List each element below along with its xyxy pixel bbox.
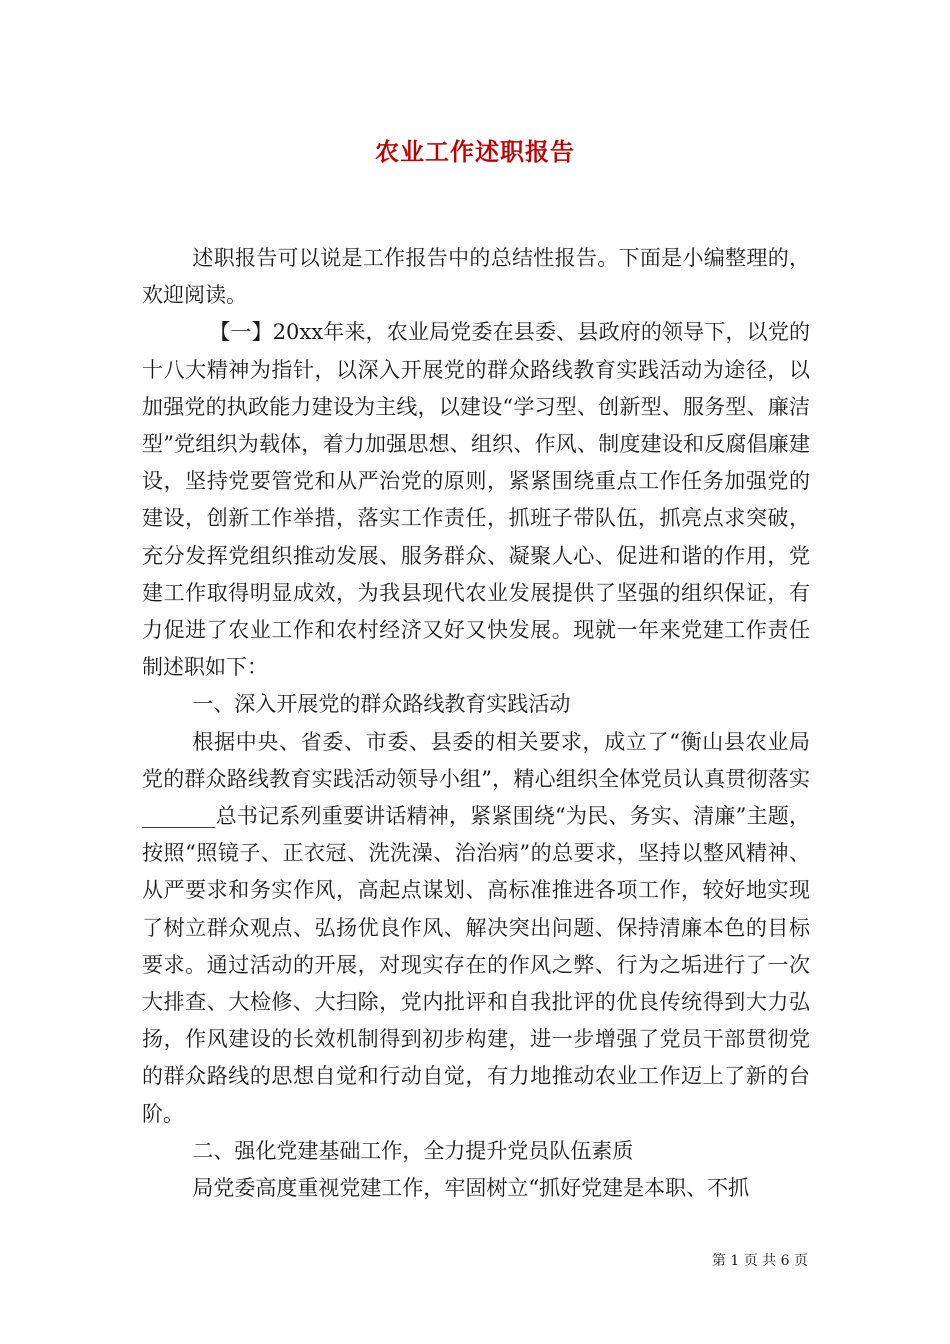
page-number: 第 1 页 共 6 页 bbox=[711, 1253, 808, 1269]
document-body bbox=[142, 240, 810, 1207]
paragraph-one: 【一】20xx年来，农业局党委在县委、县政府的领导下，以党的十八大精神为指针，以深入开展党的群众路线教育实践活动为途径，以加强党的执政能力建设为主线，以建设“学习型、创新型、服务型、廉洁型”党组织为载体，着力加强思想、组织、作风、制度建设和反腐倡廉建设，坚持党要管党和从严治党的原则，紧紧围绕重点工作任务加强党的建设，创新工作举措，落实工作责任，抓班子带队伍，抓亮点求突破，充分发挥党组织推动发展、服务群众、凝聚人心、促进和谐的作用，党建工作取得明显成效，为我县现代农业发展提供了坚强的组织保证，有力促进了农业工作和农村经济又好又快发展。现就一年来党建工作责任制述职如下： bbox=[142, 320, 810, 680]
section-heading-2: 二、强化党建基础工作，全力提升党员队伍素质 bbox=[192, 1138, 634, 1163]
section-heading-1: 一、深入开展党的群众路线教育实践活动 bbox=[192, 692, 571, 717]
document-title: 农业工作述职报告 bbox=[375, 137, 575, 166]
paragraph-intro: 述职报告可以说是工作报告中的总结性报告。下面是小编整理的，欢迎阅读。 bbox=[142, 246, 810, 308]
paragraph-section-1: 根据中央、省委、市委、县委的相关要求，成立了“衡山县农业局党的群众路线教育实践活动领导小组”，精心组织全体党员认真贯彻落实_______总书记系列重要讲话精神，紧紧围绕“为民、务实、清廉”主题，按照“照镜子、正衣冠、洗洗澡、治治病”的总要求，坚持以整风精神、从严要求和务实作风，高起点谋划、高标准推进各项工作，较好地实现了树立群众观点、弘扬优良作风、解决突出问题、保持清廉本色的目标要求。通过活动的开展，对现实存在的作风之弊、行为之垢进行了一次大排查、大检修、大扫除，党内批评和自我批评的优良传统得到大力弘扬，作风建设的长效机制得到初步构建，进一步增强了党员干部贯彻党的群众路线的思想自觉和行动自觉，有力地推动农业工作迈上了新的台阶。 bbox=[142, 729, 810, 1126]
paragraph-section-2: 局党委高度重视党建工作，牢固树立“抓好党建是本职、不抓 bbox=[192, 1176, 750, 1201]
